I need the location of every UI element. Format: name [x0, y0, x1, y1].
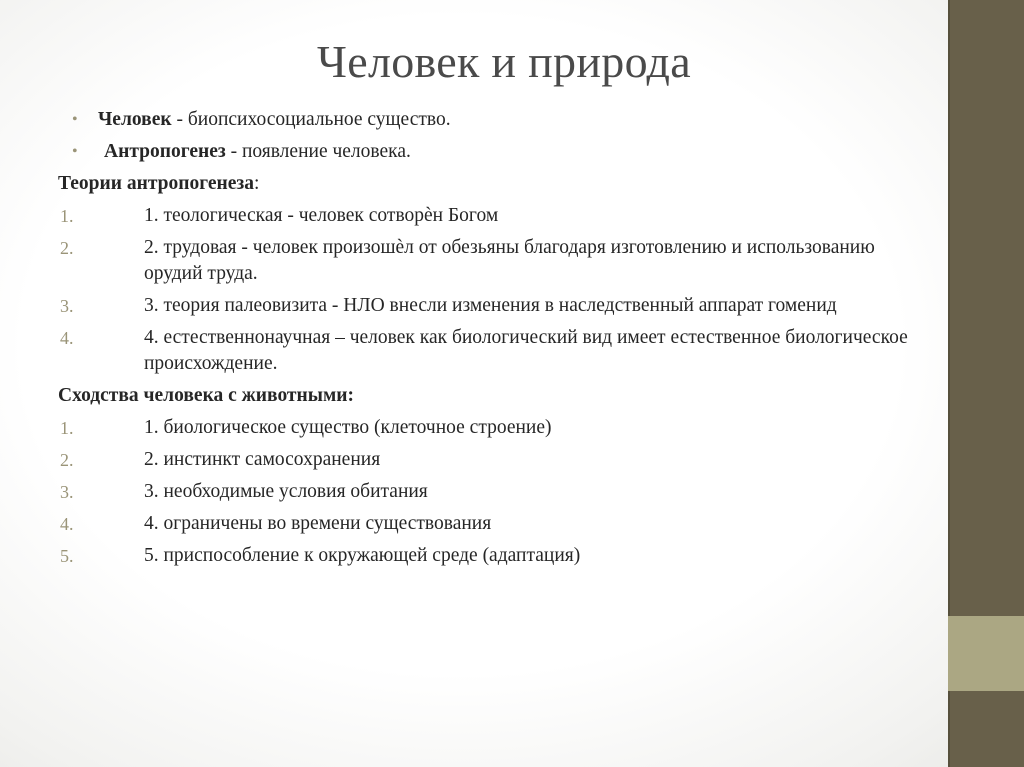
- list-number: 1.: [60, 418, 74, 438]
- bullet-text: - биопсихосоциальное существо.: [171, 109, 451, 130]
- bullet-dot-icon: •: [72, 143, 78, 160]
- list-number: 1.: [60, 206, 74, 226]
- theories-heading-suffix: :: [253, 173, 260, 194]
- slide-title: Человек и природа: [317, 36, 691, 87]
- similarity-item: [58, 479, 938, 505]
- list-number: 3.: [60, 296, 74, 316]
- similarity-item: [58, 415, 938, 441]
- theory-text: 3. теория палеовизита - НЛО внесли изменения в наследственный аппарат гоменид: [144, 295, 837, 316]
- similarity-text: 3. необходимые условия обитания: [144, 481, 428, 502]
- similarity-item: [58, 511, 938, 537]
- bullet-text: - появление человека.: [225, 141, 411, 162]
- list-number: 2.: [60, 450, 74, 470]
- similarity-text: 4. ограничены во времени существования: [144, 513, 492, 534]
- list-number: 2.: [60, 238, 74, 258]
- sidebar-accent-block: [948, 616, 1024, 691]
- similarity-text: 1. биологическое существо (клеточное строение): [144, 417, 552, 438]
- list-number: 4.: [60, 514, 74, 534]
- bullet-term: Человек: [98, 109, 172, 130]
- bullet-item: [58, 139, 938, 165]
- bullet-term: Антропогенез: [104, 141, 226, 162]
- similarity-text: 2. инстинкт самосохранения: [144, 449, 381, 470]
- theory-item: [58, 293, 938, 319]
- theory-text: 2. трудовая - человек произошѐл от обезьяны благодаря изготовлению и использованию орудий труда.: [144, 237, 875, 284]
- theory-item: [58, 203, 938, 229]
- theory-text: 1. теологическая - человек сотворѐн Богом: [144, 205, 499, 226]
- similarities-heading: Сходства человека с животными:: [58, 385, 354, 406]
- list-number: 4.: [60, 328, 74, 348]
- theory-text: 4. естественнонаучная – человек как биологический вид имеет естественное биологическое происхождение.: [144, 327, 908, 374]
- bullet-dot-icon: •: [72, 111, 78, 128]
- bullet-item: [58, 107, 938, 133]
- list-number: 3.: [60, 482, 74, 502]
- theories-heading: [58, 171, 938, 197]
- slide-content: [58, 107, 938, 575]
- theories-heading-text: Теории антропогенеза: [58, 173, 254, 194]
- similarity-item: [58, 543, 938, 569]
- theory-item: [58, 325, 938, 377]
- decorative-sidebar: [948, 0, 1024, 767]
- list-number: 5.: [60, 546, 74, 566]
- similarity-item: [58, 447, 938, 473]
- theory-item: [58, 235, 938, 287]
- similarity-text: 5. приспособление к окружающей среде (адаптация): [144, 545, 581, 566]
